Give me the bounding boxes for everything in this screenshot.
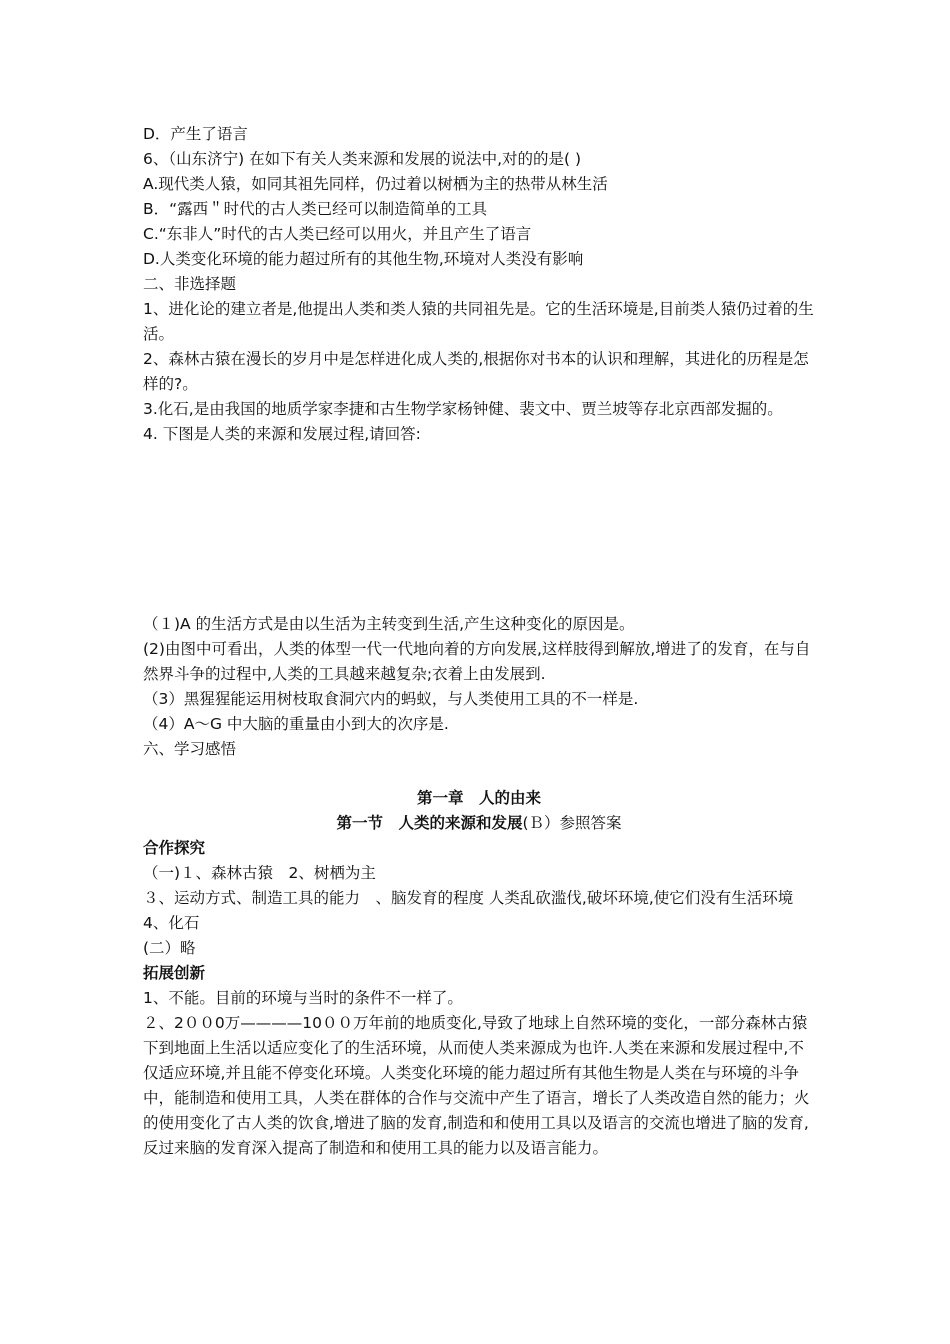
extension-answer-2: ２、2００0万————10００万年前的地质变化,导致了地球上自然环境的变化，一部分森林古猿下到地面上生活以适应变化了的生活环境，从而使人类来源成为也许.人类在来源和发展过程中,不仅适应环境,并且能不停变化环境。人类变化环境的能力超过所有其他生物是人类在与环境的斗争中，能制造和使用工具，人类在群体的合作与交流中产生了语言，增长了人类改造自然的能力；火的使用变化了古人类的饮食,增进了脑的发育,制造和和使用工具以及语言的交流也增进了脑的发育,反过来脑的发育深入提高了制造和和使用工具的能力以及语言能力。 <box>143 1014 810 1157</box>
figure-placeholder <box>143 447 815 612</box>
extension-heading: 拓展创新 <box>143 964 206 982</box>
section-2-question-2: 2、森林古猿在漫长的岁月中是怎样进化成人类的,根据你对书本的认识和理解，其进化的历程是怎样的?。 <box>143 350 809 393</box>
option-d-previous: D．产生了语言 <box>143 125 248 143</box>
cooperation-answer-2: ３、运动方式、制造工具的能力 、脑发育的程度 人类乱砍滥伐,破坏环境,使它们没有生活环境 4、化石 <box>143 889 809 932</box>
section-2-heading: 二、非选择题 <box>143 275 237 293</box>
question-4-sub-4: （4）A～G 中大脑的重量由小到大的次序是. <box>143 715 449 733</box>
question-4-sub-2: (2)由图中可看出，人类的体型一代一代地向着的方向发展,这样肢得到解放,增进了的发育，在与自然界斗争的过程中,人类的工具越来越复杂;衣着上由发展到. <box>143 640 811 683</box>
question-6-option-a: A.现代类人猿，如同其祖先同样，仍过着以树栖为主的热带从林生活 <box>143 175 608 193</box>
section-2-question-3: 3.化石,是由我国的地质学家李捷和古生物学家杨钟健、裴文中、贾兰坡等存北京西部发掘的。 <box>143 400 783 418</box>
section-2-question-4: 4. 下图是人类的来源和发展过程,请回答: <box>143 425 421 443</box>
question-6-option-d: D.人类变化环境的能力超过所有的其他生物,环境对人类没有影响 <box>143 250 584 268</box>
section-title-main: 第一节 人类的来源和发展 <box>336 814 523 832</box>
cooperation-answer-3: (二）略 <box>143 939 196 957</box>
cooperation-answer-1: （一)１、森林古猿 2、树栖为主 <box>143 864 376 882</box>
chapter-title: 第一章 人的由来 <box>416 789 541 807</box>
section-6-heading: 六、学习感悟 <box>143 740 237 758</box>
question-4-sub-3: （3）黑猩猩能运用树枝取食洞穴内的蚂蚁，与人类使用工具的不一样是. <box>143 690 639 708</box>
question-6-option-b: B．“露西＂时代的古人类已经可以制造简单的工具 <box>143 200 488 218</box>
question-6-stem: 6、（山东济宁) 在如下有关人类来源和发展的说法中,对的的是( ) <box>143 150 582 168</box>
section-2-question-1: 1、进化论的建立者是,他提出人类和类人猿的共同祖先是。它的生活环境是,目前类人猿仍过着的生活。 <box>143 300 814 343</box>
section-title-suffix: (Ｂ）参照答案 <box>522 814 622 832</box>
extension-answer-1: 1、不能。目前的环境与当时的条件不一样了。 <box>143 989 463 1007</box>
question-4-sub-1: （１)A 的生活方式是由以生活为主转变到生活,产生这种变化的原因是。 <box>143 615 635 633</box>
cooperation-heading: 合作探究 <box>143 839 206 857</box>
section-title <box>143 811 815 836</box>
document-page <box>143 122 815 1161</box>
question-6-option-c: C.“东非人”时代的古人类已经可以用火，并且产生了语言 <box>143 225 532 243</box>
